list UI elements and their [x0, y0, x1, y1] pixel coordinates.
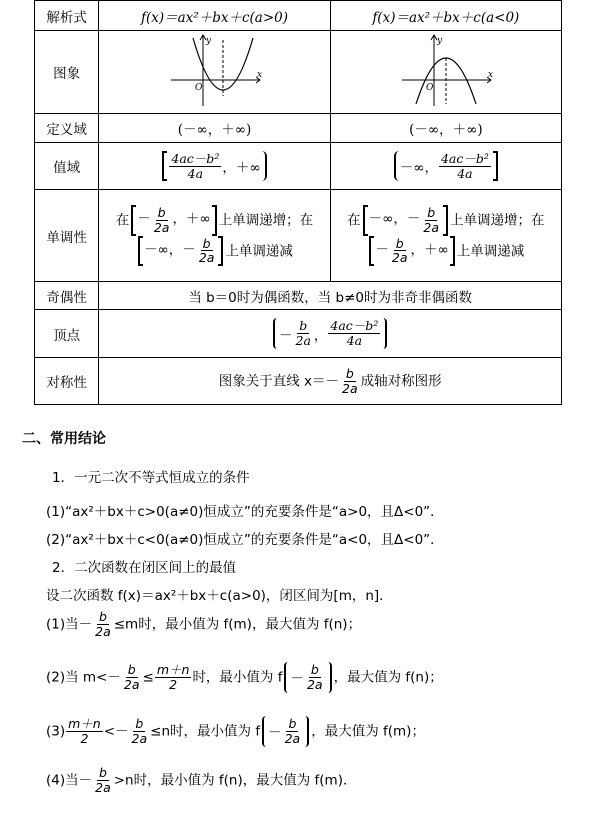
denominator-2a: 2a	[131, 730, 148, 746]
conclusion-2-title: 2．二次函数在闭区间上的最值	[52, 560, 237, 576]
label-symmetry: 对称性	[35, 358, 99, 405]
numerator-mn: m＋n	[156, 662, 190, 677]
b-over-2a	[197, 237, 217, 266]
case-4-post: >n时，最小值为 f(n)，最大值为 f(m)．	[113, 772, 357, 789]
parity-text: 当 b＝0时为偶函数，当 b≠0时为非奇非偶函数	[99, 282, 562, 310]
range-denominator: 4a	[457, 165, 473, 181]
domain-a-positive: (－∞，＋∞)	[99, 114, 330, 143]
range-head: －∞，	[399, 160, 438, 176]
graph-up-cell	[99, 31, 330, 114]
numerator-b: b	[310, 662, 319, 677]
label-graph: 图象	[35, 31, 99, 114]
label-range: 值域	[35, 143, 99, 190]
conclusion-1-title: 1．一元二次不等式恒成立的条件	[52, 470, 250, 486]
neg-sign: －	[375, 241, 389, 258]
conclusion-1-item-2: (2)“ax²＋bx＋c<0(a≠0)恒成立”的充要条件是“a<0，且Δ<0”．	[46, 532, 444, 548]
range-tail: ，＋∞	[222, 160, 261, 176]
denominator-2: 2	[169, 676, 178, 692]
denominator-2: 2	[80, 730, 89, 746]
neg-inf: －∞，－	[144, 241, 196, 258]
numerator-b: b	[202, 235, 211, 251]
zai-text: 在	[115, 212, 130, 229]
pos-inf: ，＋∞	[410, 241, 449, 258]
numerator-b: b	[98, 609, 107, 624]
case-2-mid: 时，最小值为 f	[192, 669, 283, 686]
label-parity: 奇偶性	[35, 282, 99, 310]
y-axis-label: y	[436, 36, 442, 46]
label-domain: 定义域	[35, 114, 99, 143]
neg-sign: －	[290, 671, 304, 688]
lt-sign: <－	[103, 723, 129, 740]
vertex-y-fraction	[328, 319, 380, 348]
numerator-b: b	[98, 765, 107, 780]
symmetry-cell	[99, 358, 562, 405]
numerator-b: b	[299, 318, 308, 334]
properties-table	[34, 0, 562, 405]
numerator-b: b	[135, 716, 144, 731]
interval-bracket	[138, 236, 223, 267]
numerator-b: b	[157, 205, 166, 220]
arg-paren	[284, 662, 331, 693]
numerator-b: b	[288, 716, 297, 731]
b-over-2a	[93, 610, 113, 639]
le-sign: ≤	[142, 669, 154, 686]
b-over-2a	[340, 367, 360, 396]
b-over-2a	[421, 206, 441, 235]
range-bracket	[394, 151, 498, 182]
case-3-mid: ≤n时，最小值为 f	[150, 723, 261, 740]
b-over-2a	[122, 663, 142, 692]
denominator-2a: 2a	[153, 219, 170, 235]
case-4-pre: (4)当－	[46, 772, 93, 789]
monotonic-a-negative	[330, 190, 561, 282]
case-2	[46, 662, 443, 693]
vertex-paren	[273, 318, 387, 349]
numerator-b: b	[427, 205, 436, 220]
case-1-pre: (1)当－	[46, 616, 93, 633]
domain-a-negative: (－∞，＋∞)	[330, 114, 561, 143]
b-over-2a	[305, 663, 325, 692]
formula-a-positive: f(x)＝ax²＋bx＋c(a>0)	[99, 1, 330, 31]
range-numerator: 4ac－b²	[440, 150, 489, 166]
neg-sign: －	[268, 725, 282, 742]
zai-text: 在	[347, 212, 361, 229]
denominator-2a: 2a	[423, 219, 440, 235]
case-1-post: ≤m时，最小值为 f(m)，最大值为 f(n)；	[113, 616, 362, 633]
denominator-2a: 2a	[295, 333, 311, 348]
label-monotonic: 单调性	[35, 190, 99, 282]
case-3-pre: (3)	[46, 723, 66, 740]
x-axis-label: x	[256, 70, 262, 80]
monotonic-a-positive	[99, 190, 330, 282]
separator: ，	[313, 327, 328, 344]
case-3	[46, 716, 425, 747]
interval-bracket	[369, 236, 454, 267]
b-over-2a	[152, 206, 172, 235]
neg-sign: －	[279, 327, 293, 344]
denominator: 4a	[346, 333, 363, 348]
b-over-2a	[93, 766, 113, 795]
symmetry-pre: 图象关于直线 x＝－	[218, 373, 339, 389]
denominator-2a: 2a	[284, 730, 301, 746]
downward-parabola-graph	[396, 32, 496, 108]
interval-bracket	[363, 205, 448, 236]
upward-parabola-graph	[165, 32, 265, 108]
label-formula: 解析式	[35, 1, 99, 31]
section-heading: 二、常用结论	[22, 431, 106, 447]
range-bracket	[162, 151, 266, 182]
denominator-2a: 2a	[391, 250, 408, 266]
case-4	[46, 766, 356, 795]
denominator-2a: 2a	[95, 623, 111, 639]
inc-text: 上单调递增；在	[218, 212, 314, 229]
interval-bracket	[131, 205, 216, 236]
conclusion-1-item-1: (1)“ax²＋bx＋c>0(a≠0)恒成立”的充要条件是“a>0，且Δ<0”．	[46, 504, 444, 520]
range-fraction	[439, 152, 491, 181]
dec-text: 上单调递减	[225, 242, 293, 259]
range-numerator: 4ac－b²	[171, 150, 220, 166]
case-3-post: ，最大值为 f(m)；	[311, 723, 425, 740]
denominator-2a: 2a	[198, 250, 215, 266]
denominator-2a: 2a	[342, 380, 358, 396]
label-vertex: 顶点	[35, 310, 99, 358]
denominator-2a: 2a	[95, 779, 111, 795]
denominator-2a: 2a	[306, 676, 323, 692]
origin-label: O	[425, 83, 434, 93]
conclusion-2-setup: 设二次函数 f(x)＝ax²＋bx＋c(a>0)，闭区间为[m，n]．	[46, 588, 393, 604]
b-over-2a	[390, 237, 410, 266]
neg-sign: －	[137, 211, 151, 228]
case-2-post: ，最大值为 f(n)；	[333, 669, 443, 686]
numerator-b: b	[345, 365, 354, 381]
origin-label: O	[194, 83, 202, 93]
formula-a-negative: f(x)＝ax²＋bx＋c(a<0)	[330, 1, 561, 31]
case-2-pre: (2)当 m<－	[46, 669, 121, 686]
b-over-2a	[130, 717, 150, 746]
numerator-b: b	[127, 662, 136, 677]
case-1	[46, 610, 361, 639]
numerator: 4ac－b²	[330, 318, 379, 334]
range-a-negative	[330, 143, 561, 190]
numerator-mn: m＋n	[68, 716, 101, 731]
range-fraction	[169, 152, 221, 181]
range-a-positive	[99, 143, 330, 190]
y-axis-label: y	[205, 36, 211, 46]
symmetry-post: 成轴对称图形	[360, 373, 442, 389]
arg-paren	[262, 716, 309, 747]
x-axis-label: x	[487, 70, 493, 80]
vertex-cell	[99, 310, 562, 358]
b-over-2a	[283, 717, 303, 746]
range-denominator: 4a	[187, 165, 204, 181]
dec-text: 上单调递减	[456, 242, 525, 259]
midpoint-fraction	[66, 717, 103, 746]
inc-text: 上单调递增；在	[450, 212, 545, 229]
b-over-2a	[294, 319, 313, 348]
neg-inf: －∞，－	[368, 211, 421, 228]
numerator-b: b	[395, 235, 404, 251]
denominator-2a: 2a	[123, 676, 140, 692]
midpoint-fraction	[155, 663, 192, 692]
pos-inf: ，＋∞	[172, 211, 211, 228]
graph-down-cell	[330, 31, 561, 114]
